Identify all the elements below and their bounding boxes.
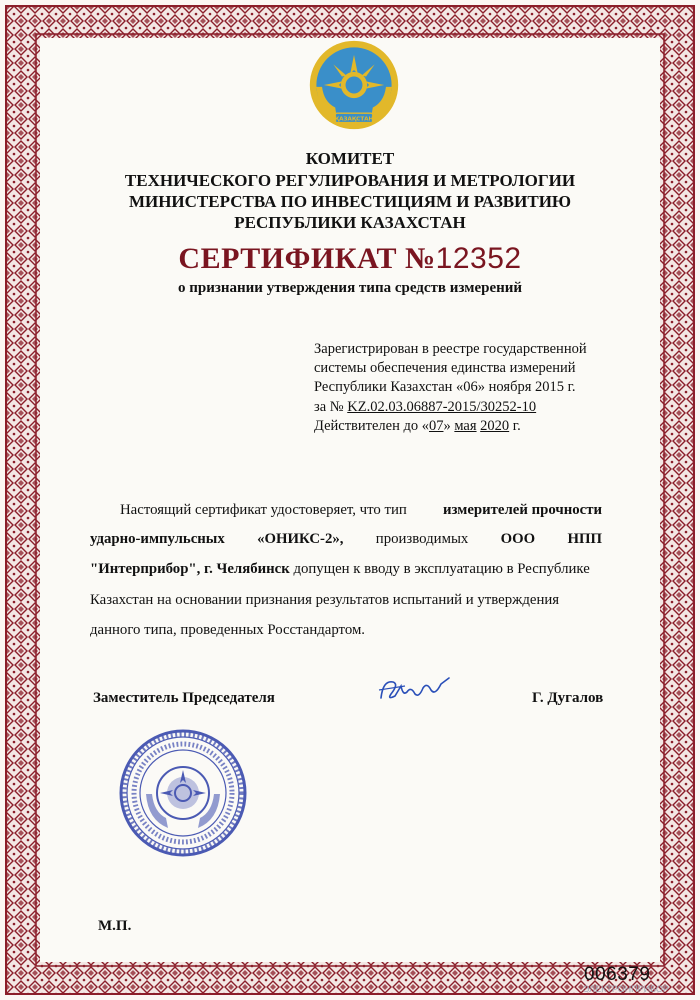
watermark-logo: ЭЛЕКТРОНПРИБОР [583,984,669,994]
body-line-3 [90,561,602,578]
serial-number: 006379 [584,964,651,985]
official-seal-icon [118,728,248,858]
header-line-country: РЕСПУБЛИКИ КАЗАХСТАН [234,213,466,232]
handwritten-signature [375,672,455,708]
header-line-ministry: МИНИСТЕРСТВА ПО ИНВЕСТИЦИЯМ И РАЗВИТИЮ [128,192,572,211]
body-line-2 [90,531,602,548]
validity-year: 2020 [480,418,510,434]
body-line-3-text: допущен к вводу в эксплуатацию в Республике [289,561,590,577]
body-line-1 [120,502,602,519]
header-line-committee: КОМИТЕТ [305,149,395,168]
body-line-4: Казахстан на основании признания результатов испытаний и утверждения [90,592,560,608]
registration-number: KZ.02.03.06887-2015/30252-10 [347,399,537,415]
certificate-title [60,242,640,276]
signatory-position: Заместитель Председателя [93,690,275,706]
svg-text:ҚАЗАҚСТАН: ҚАЗАҚСТАН [334,116,374,123]
body-line-1-text: Настоящий сертификат удостоверяет, что тип [120,502,407,518]
seal-placement-label: М.П. [98,918,132,934]
kazakhstan-emblem-icon [307,38,401,132]
manufacturer-name: "Интерприбор", г. Челябинск [90,561,290,577]
validity-month: мая [454,418,477,434]
registration-line-2: системы обеспечения единства измерений [314,360,576,376]
body-line-5: данного типа, проведенных Росстандартом. [90,622,366,638]
manufacturer-form: ООО [500,531,536,547]
instrument-model: «ОНИКС-2», [257,531,344,547]
instrument-kind: ударно-импульсных [90,531,225,547]
title-prefix: СЕРТИФИКАТ № [178,242,436,275]
registration-line-1: Зарегистрирован в реестре государственной [314,341,587,357]
certificate-number: 12352 [435,242,522,275]
validity-prefix: Действителен до « [314,418,429,434]
body-produced-by: производимых [375,531,469,547]
header-line-department: ТЕХНИЧЕСКОГО РЕГУЛИРОВАНИЯ И МЕТРОЛОГИИ [124,171,576,190]
certificate-subtitle: о признании утверждения типа средств измерений [177,280,523,296]
validity-line [314,417,521,435]
validity-suffix: г. [509,418,521,434]
registration-number-line [314,398,536,416]
validity-mid: » [443,418,455,434]
manufacturer-prefix: НПП [567,531,602,547]
registration-number-prefix: за № [314,399,348,415]
registration-line-3: Республики Казахстан «06» ноября 2015 г. [314,379,576,395]
validity-day: 07 [428,418,444,434]
instrument-type: измерителей прочности [443,502,602,518]
signatory-name: Г. Дугалов [532,690,604,706]
